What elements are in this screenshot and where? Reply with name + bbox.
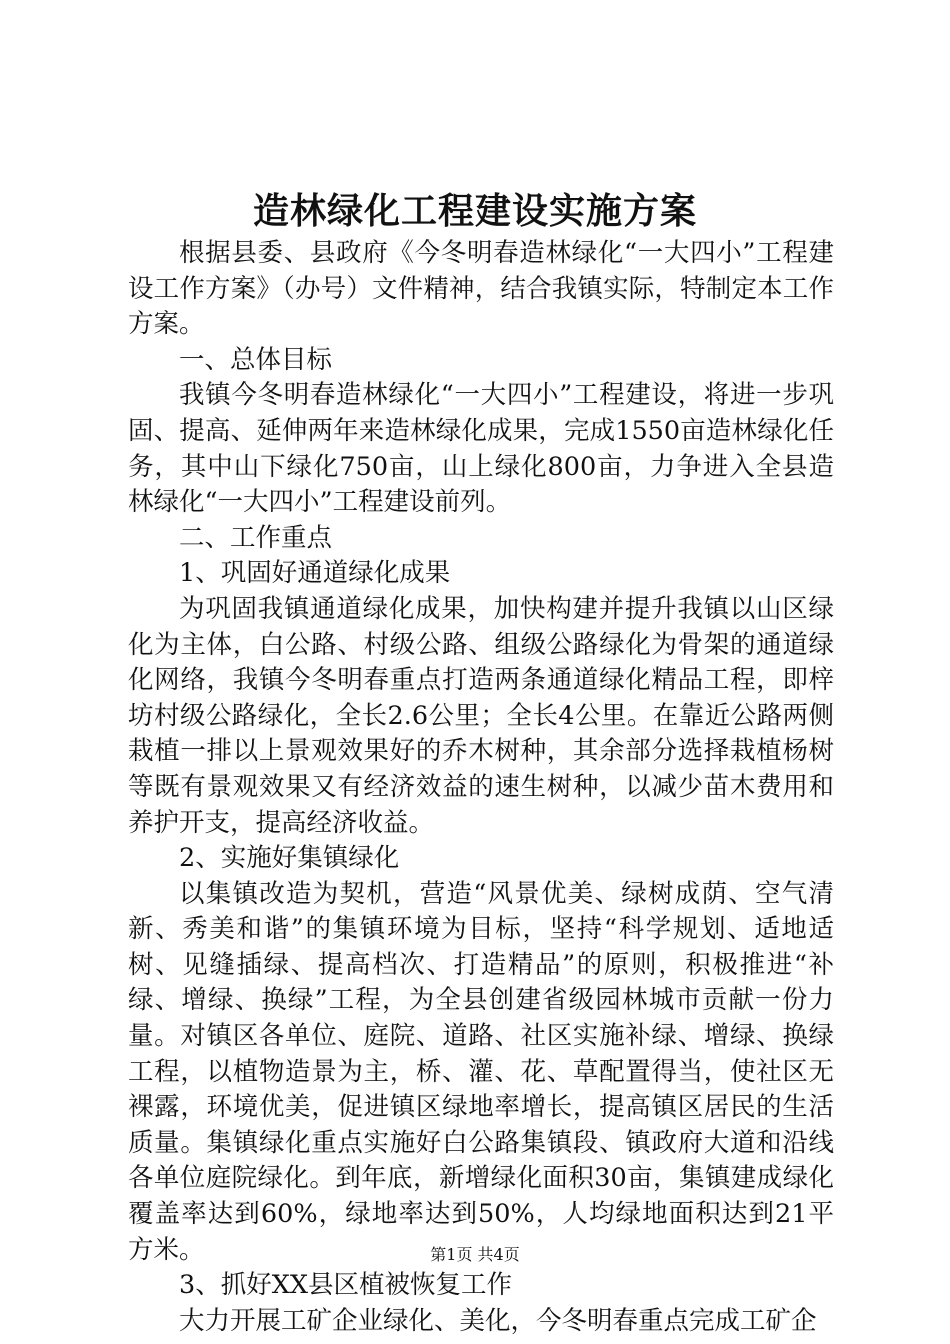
subheading-town-greening: 2、实施好集镇绿化 bbox=[179, 843, 400, 874]
paragraph-goal: 我镇今冬明春造林绿化“一大四小”工程建设，将进一步巩固、提高、延伸两年来造林绿化成果，完成1550亩造林绿化任务，其中山下绿化750亩，山上绿化800亩，力争进入全县造林绿化“一大四小”工程建设前列。 bbox=[128, 380, 834, 518]
subheading-vegetation-recovery: 3、抓好XX县区植被恢复工作 bbox=[179, 1270, 513, 1301]
heading-overall-goal: 一、总体目标 bbox=[179, 344, 333, 375]
document-title: 造林绿化工程建设实施方案 bbox=[252, 190, 697, 232]
paragraph-road-greening: 为巩固我镇通道绿化成果，加快构建并提升我镇以山区绿化为主体，白公路、村级公路、组级公路绿化为骨架的通道绿化网络，我镇今冬明春重点打造两条通道绿化精品工程，即梓坊村级公路绿化，全长2.6公里；全长4公里。在靠近公路两侧栽植一排以上景观效果好的乔木树种，其余部分选择栽植杨树等既有景观效果又有经济效益的速生树种，以减少苗木费用和养护开支，提高经济收益。 bbox=[128, 593, 834, 838]
subheading-road-greening: 1、巩固好通道绿化成果 bbox=[179, 558, 451, 589]
document-body bbox=[128, 236, 834, 1339]
paragraph-intro: 根据县委、县政府《今冬明春造林绿化“一大四小”工程建设工作方案》（办号）文件精神，结合我镇实际，特制定本工作方案。 bbox=[128, 238, 834, 340]
page-footer: 第1页 共4页 bbox=[430, 1245, 520, 1264]
heading-work-focus: 二、工作重点 bbox=[179, 522, 333, 553]
paragraph-town-greening: 以集镇改造为契机，营造“风景优美、绿树成荫、空气清新、秀美和谐”的集镇环境为目标，坚持“科学规划、适地适树、见缝插绿、提高档次、打造精品”的原则，积极推进“补绿、增绿、换绿”工程，为全县创建省级园林城市贡献一份力量。对镇区各单位、庭院、道路、社区实施补绿、增绿、换绿工程，以植物造景为主，桥、灌、花、草配置得当，使社区无裸露，环境优美，促进镇区绿地率增长，提高镇区居民的生活质量。集镇绿化重点实施好白公路集镇段、镇政府大道和沿线各单位庭院绿化。到年底，新增绿化面积30亩，集镇建成绿化覆盖率达到60%，绿地率达到50%，人均绿地面积达到21平方米。 bbox=[128, 878, 834, 1265]
paragraph-vegetation-recovery: 大力开展工矿企业绿化、美化，今冬明春重点完成工矿企 bbox=[179, 1305, 817, 1336]
